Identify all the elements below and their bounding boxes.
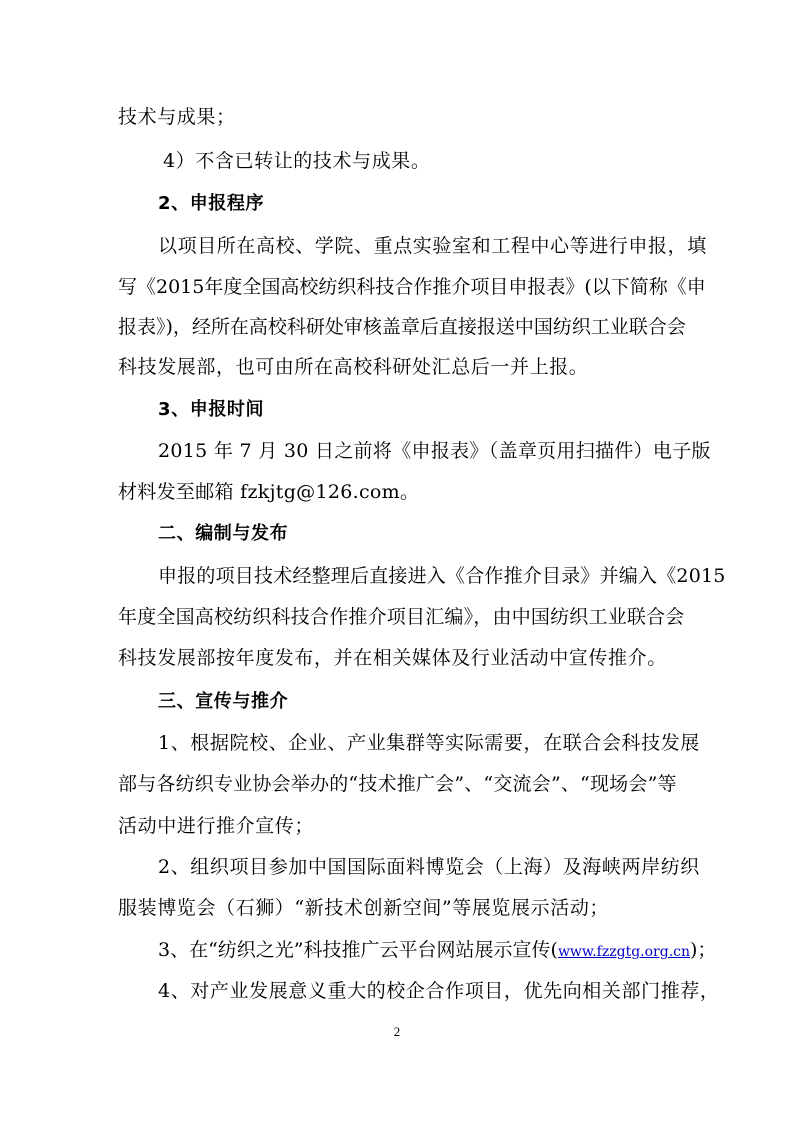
paragraph-line: 科技发展部按年度发布，并在相关媒体及行业活动中宣传推介。 [118,647,667,669]
section-heading-compile: 二、编制与发布 [158,523,289,544]
paragraph-line: 申报的项目技术经整理后直接进入《合作推介目录》并编入《2015 [158,565,726,587]
page-number: 2 [393,1024,401,1039]
section-heading-procedure: 2、申报程序 [158,193,265,214]
paragraph-line: 以项目所在高校、学院、重点实验室和工程中心等进行申报，填 [158,235,707,257]
section-heading-promotion: 三、宣传与推介 [158,691,289,712]
paragraph-line: 技术与成果； [118,106,236,128]
website-text-after: )； [690,939,717,961]
paragraph-line: 1、根据院校、企业、产业集群等实际需要，在联合会科技发展 [158,732,700,754]
paragraph-line: 年度全国高校纺织科技合作推介项目汇编》，由中国纺织工业联合会 [118,606,685,628]
paragraph-line: 部与各纺织专业协会举办的“技术推广会”、“交流会”、“现场会”等 [118,773,677,795]
paragraph-line: 报表》)，经所在高校科研处审核盖章后直接报送中国纺织工业联合会 [118,316,686,338]
paragraph-line [158,936,717,966]
email-line: 材料发至邮箱 fzkjtg@126.com。 [118,481,420,503]
paragraph-line: 科技发展部，也可由所在高校科研处汇总后一并上报。 [118,356,589,378]
website-text-before: 3、在“纺织之光”科技推广云平台网站展示宣传( [158,939,558,961]
paragraph-line: 2、组织项目参加中国国际面料博览会（上海）及海峡两岸纺织 [158,856,700,878]
website-link[interactable]: www.fzzgtg.org.cn [557,944,691,960]
list-item: 4）不含已转让的技术与成果。 [163,150,431,172]
section-heading-time: 3、申报时间 [158,399,265,420]
paragraph-line: 服装博览会（石狮）“新技术创新空间”等展览展示活动； [118,897,610,919]
paragraph-line: 活动中进行推介宣传； [118,815,315,837]
paragraph-line: 写《2015年度全国高校纺织科技合作推介项目申报表》(以下简称《申 [118,276,706,298]
paragraph-line: 4、对产业发展意义重大的校企合作项目，优先向相关部门推荐， [158,980,720,1002]
paragraph-line: 2015 年 7 月 30 日之前将《申报表》（盖章页用扫描件）电子版 [158,440,711,462]
